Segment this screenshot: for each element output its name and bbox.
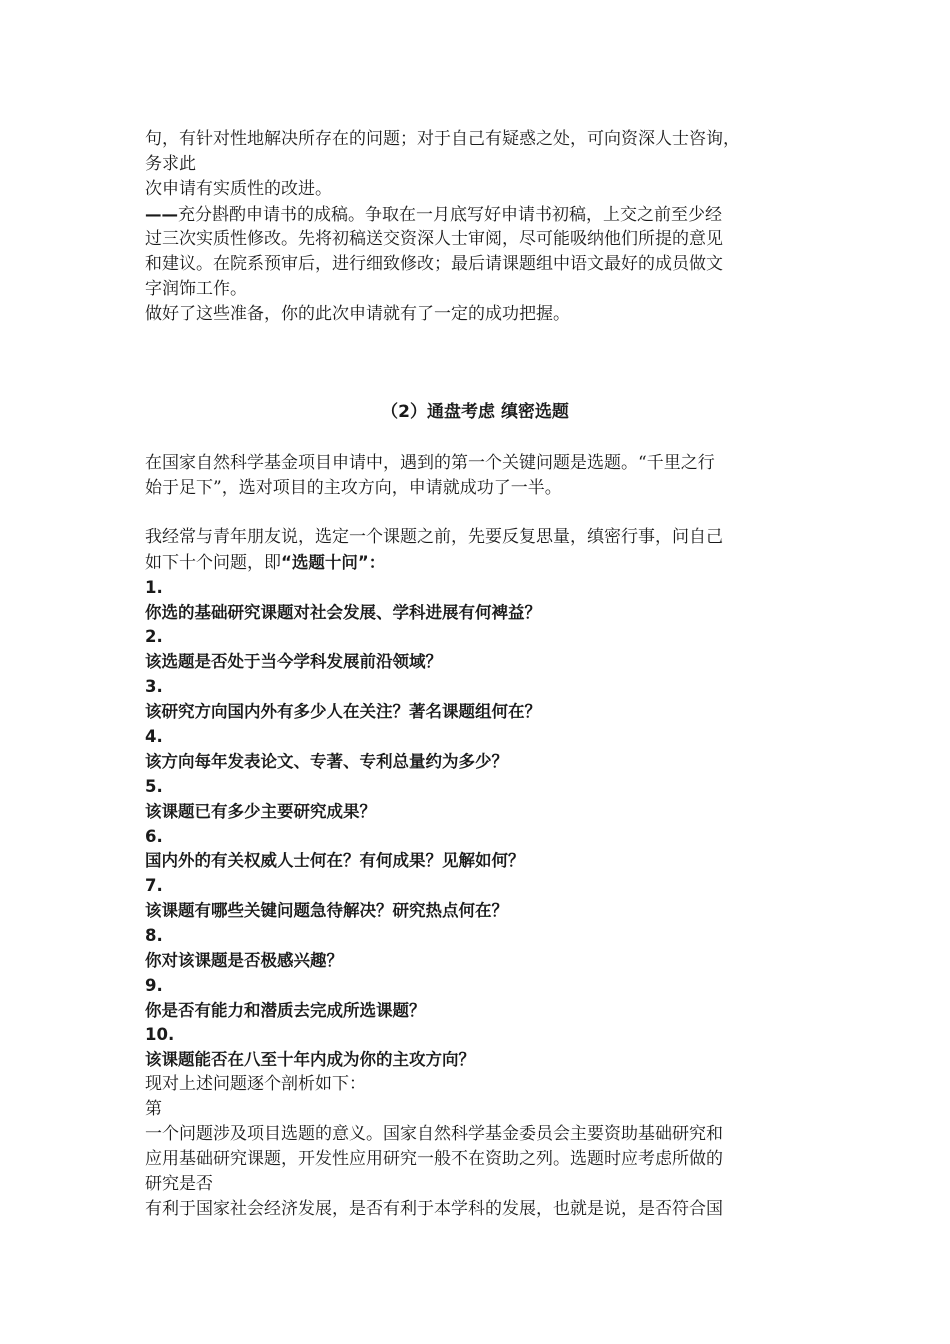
question-number: 6. xyxy=(145,827,163,846)
analysis-line-5: 研究是否 xyxy=(145,1174,213,1194)
question-number: 7. xyxy=(145,876,163,895)
question-number: 9. xyxy=(145,976,163,995)
question-text: 该课题已有多少主要研究成果？ xyxy=(145,802,376,821)
analysis-line-1: 现对上述问题逐个剖析如下： xyxy=(145,1074,366,1094)
question-text: 你对该课题是否极感兴趣？ xyxy=(145,951,343,970)
question-text: 国内外的有关权威人士何在？有何成果？见解如何？ xyxy=(145,851,525,870)
paragraph-1-line-1: 在国家自然科学基金项目申请中，遇到的第一个关键问题是选题。“千里之行 xyxy=(145,453,715,473)
intro-line-4 xyxy=(145,202,722,228)
section-heading: （2）通盘考虑 缜密选题 xyxy=(381,402,569,422)
ten-questions-label: “选题十问”： xyxy=(281,553,386,572)
analysis-line-2: 第 xyxy=(145,1099,162,1119)
intro-line-4-text: 充分斟酌申请书的成稿。争取在一月底写好申请书初稿，上交之前至少经 xyxy=(178,205,722,225)
question-number: 8. xyxy=(145,926,163,945)
question-text: 你选的基础研究课题对社会发展、学科进展有何裨益？ xyxy=(145,603,541,622)
question-text: 该课题能否在八至十年内成为你的主攻方向？ xyxy=(145,1050,475,1069)
question-text: 该课题有哪些关键问题急待解决？研究热点何在？ xyxy=(145,901,508,920)
paragraph-1-line-2: 始于足下”，选对项目的主攻方向，申请就成功了一半。 xyxy=(145,478,562,498)
paragraph-2-line-2 xyxy=(145,550,385,576)
intro-line-8: 做好了这些准备，你的此次申请就有了一定的成功把握。 xyxy=(145,304,570,324)
intro-line-7: 字润饰工作。 xyxy=(145,279,247,299)
paragraph-2-line-2-text: 如下十个问题，即 xyxy=(145,553,281,573)
question-text: 该选题是否处于当今学科发展前沿领域？ xyxy=(145,652,442,671)
analysis-line-6: 有利于国家社会经济发展，是否有利于本学科的发展，也就是说，是否符合国 xyxy=(145,1199,723,1219)
question-number: 1. xyxy=(145,578,163,597)
question-text: 该研究方向国内外有多少人在关注？著名课题组何在？ xyxy=(145,702,541,721)
question-number: 3. xyxy=(145,677,163,696)
question-text: 该方向每年发表论文、专著、专利总量约为多少？ xyxy=(145,752,508,771)
paragraph-2-line-1: 我经常与青年朋友说，选定一个课题之前，先要反复思量，缜密行事，问自己 xyxy=(145,527,723,547)
question-text: 你是否有能力和潜质去完成所选课题？ xyxy=(145,1001,426,1020)
intro-line-1: 句，有针对性地解决所存在的问题；对于自己有疑惑之处，可向资深人士咨询， xyxy=(145,129,740,149)
analysis-line-4: 应用基础研究课题，开发性应用研究一般不在资助之列。选题时应考虑所做的 xyxy=(145,1149,723,1169)
em-dash: —— xyxy=(145,205,178,224)
intro-line-6: 和建议。在院系预审后，进行细致修改；最后请课题组中语文最好的成员做文 xyxy=(145,254,723,274)
question-number: 2. xyxy=(145,627,163,646)
intro-line-2: 务求此 xyxy=(145,154,196,174)
intro-line-3: 次申请有实质性的改进。 xyxy=(145,179,332,199)
question-number: 10. xyxy=(145,1025,175,1044)
question-number: 5. xyxy=(145,777,163,796)
intro-line-5: 过三次实质性修改。先将初稿送交资深人士审阅，尽可能吸纳他们所提的意见 xyxy=(145,229,723,249)
question-number: 4. xyxy=(145,727,163,746)
analysis-line-3: 一个问题涉及项目选题的意义。国家自然科学基金委员会主要资助基础研究和 xyxy=(145,1124,723,1144)
